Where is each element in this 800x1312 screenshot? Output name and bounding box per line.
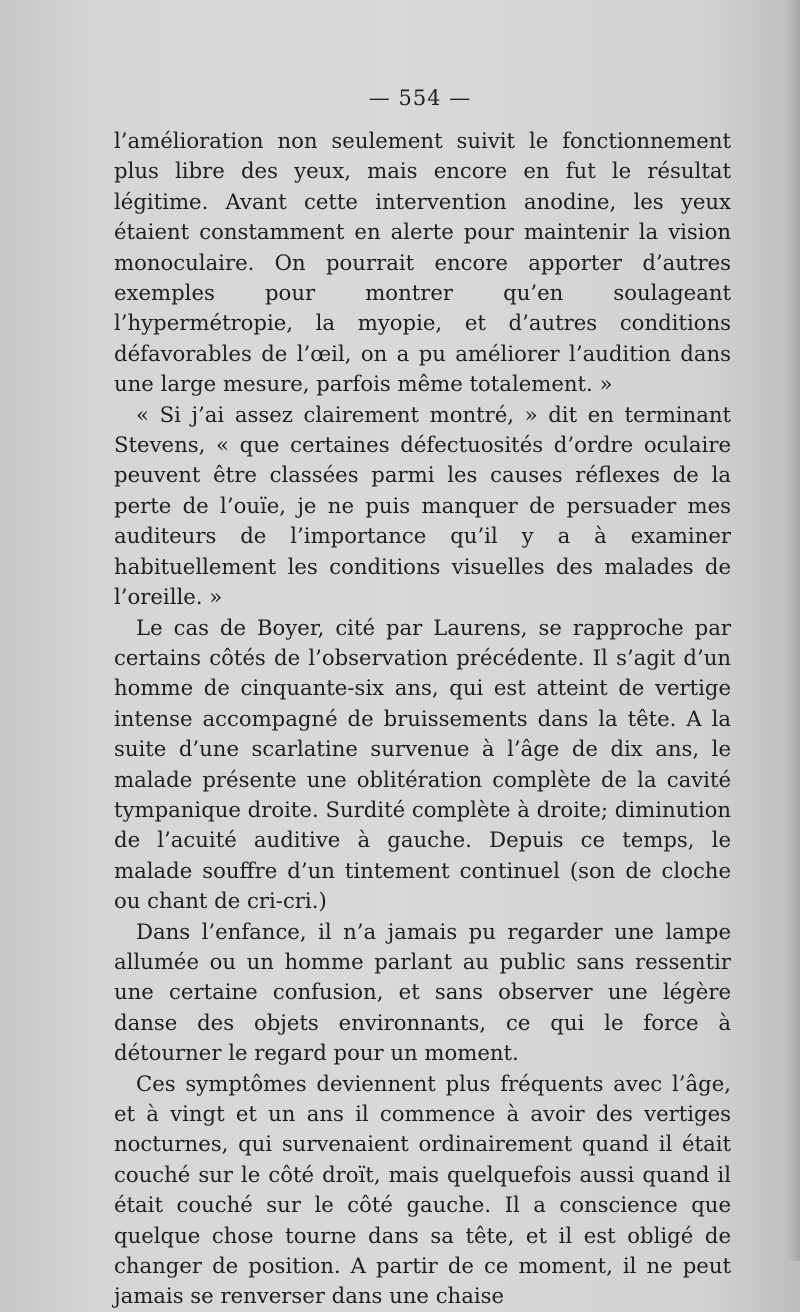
body-text — [114, 126, 731, 1312]
paragraph-symptoms: Ces symptômes deviennent plus fréquents avec l’âge, et à vingt et un ans il commence à avoir des vertiges nocturnes, qui survenaient ordinairement quand il était couché sur le côté droït, mais quelquefois aussi quand il était couché sur le côté gauche. Il a conscience que quelque chose tourne dans sa tête, et il est obligé de changer de position. A partir de ce moment, il ne peut jamais se renverser dans une chaise — [114, 1070, 731, 1309]
paragraph-childhood: Dans l’enfance, il n’a jamais pu regarder une lampe allumée ou un homme parlant au public sans ressentir une certaine confusion, et sans observer une légère danse des objets environnants, ce qui le force à détourner le regard pour un moment. — [114, 918, 731, 1066]
page-edge-shadow — [786, 0, 800, 1261]
paragraph-stevens-quote: « Si j’ai assez clairement montré, » dit en terminant Stevens, « que certaines défectuosités d’ordre oculaire peuvent être classées parmi les causes réflexes de la perte de l’ouïe, je ne puis manquer de persuader mes auditeurs de l’importance qu’il y a à examiner habituellement les conditions visuelles des malades de l’oreille. » — [114, 401, 731, 610]
paragraph-boyer-case: Le cas de Boyer, cité par Laurens, se rapproche par certains côtés de l’observation précédente. Il s’agit d’un homme de cinquante-six ans, qui est atteint de vertige intense accompagné de bruissements dans la tête. A la suite d’une scarlatine survenue à l’âge de dix ans, le malade présente une oblitération complète de la cavité tympanique droite. Surdité complète à droite; diminution de l’acuité auditive à gauche. Depuis ce temps, le malade souffre d’un tintement continuel (son de cloche ou chant de cri-cri.) — [114, 614, 731, 914]
page-number: — 554 — — [368, 86, 472, 110]
paragraph-continuation: l’amélioration non seulement suivit le fonctionnement plus libre des yeux, mais encore en fut le résultat légitime. Avant cette intervention anodine, les yeux étaient constamment en alerte pour maintenir la vision monoculaire. On pourrait encore apporter d’autres exemples pour montrer qu’en soulageant l’hypermétropie, la myopie, et d’autres conditions défavorables de l’œil, on a pu améliorer l’audition dans une large mesure, parfois même totalement. » — [114, 128, 731, 397]
